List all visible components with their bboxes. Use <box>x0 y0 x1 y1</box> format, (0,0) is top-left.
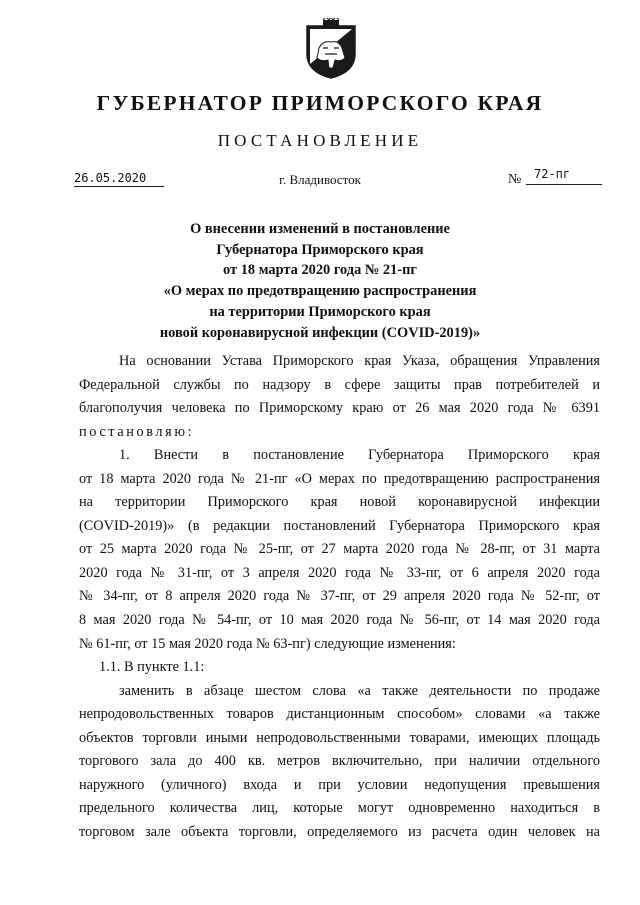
document-type: ПОСТАНОВЛЕНИЕ <box>217 131 423 150</box>
document-heading <box>100 219 540 343</box>
body-line: наружного (уличного) входа и при условии недопущения превышения <box>79 776 600 793</box>
body-line: (COVID-2019)» (в редакции постановлений Губернатора Приморского края <box>79 517 600 534</box>
body-line: благополучия человека по Приморскому краю от 26 мая 2020 года № 6391 <box>79 400 600 417</box>
body-line: предельного количества лиц, которые могут одновременно находиться в <box>79 800 600 817</box>
heading-line: «О мерах по предотвращению распространения <box>163 283 477 300</box>
issuer-title: ГУБЕРНАТОР ПРИМОРСКОГО КРАЯ <box>96 91 544 115</box>
document-date: 26.05.2020 <box>74 171 164 187</box>
body-line: Федеральной службы по надзору в сфере защиты прав потребителей и <box>79 376 600 393</box>
heading-line: на территории Приморского края <box>209 303 431 320</box>
body-line: 1. Внести в постановление Губернатора Приморского края <box>119 447 600 464</box>
heading-line: от 18 марта 2020 года № 21-пг <box>223 262 417 279</box>
heading-line: новой коронавирусной инфекции (COVID-2019)» <box>159 324 481 341</box>
body-line: № 34-пг, от 8 апреля 2020 года № 37-пг, от 29 апреля 2020 года № 52-пг, от <box>79 588 600 605</box>
body-line: от 25 марта 2020 года № 25-пг, от 27 марта 2020 года № 28-пг, от 31 марта <box>79 541 600 558</box>
body-line: торговом зале объекта торговли, определяемого из расчета один человек на <box>79 823 600 840</box>
document-body <box>79 350 600 844</box>
body-line: 2020 года № 31-пг, от 3 апреля 2020 года № 33-пг, от 6 апреля 2020 года <box>79 564 600 581</box>
document-number: 72-пг <box>526 167 602 185</box>
body-line: 1.1. В пункте 1.1: <box>99 659 205 676</box>
body-line: непродовольственных товаров дистанционным способом» словами «а также <box>79 706 600 723</box>
heading-line: О внесении изменений в постановление <box>190 221 450 237</box>
number-label: № <box>508 172 522 187</box>
body-line: от 18 марта 2020 года № 21-пг «О мерах по предотвращению распространения <box>79 470 600 487</box>
coat-of-arms-emblem <box>301 18 361 80</box>
body-line: 8 мая 2020 года № 54-пг, от 10 мая 2020 года № 56-пг, от 14 мая 2020 года <box>79 612 600 629</box>
body-line: На основании Устава Приморского края Указа, обращения Управления <box>119 353 600 369</box>
body-line: объектов торговли иными непродовольственными товарами, имеющих площадь <box>79 729 600 746</box>
body-line: на территории Приморского края новой коронавирусной инфекции <box>79 494 600 511</box>
heading-line: Губернатора Приморского края <box>216 241 424 258</box>
document-city: г. Владивосток <box>279 172 361 187</box>
body-line: заменить в абзаце шестом слова «а также деятельности по продаже <box>119 682 600 699</box>
body-line: постановляю: <box>79 423 195 440</box>
body-line: торгового зала до 400 кв. метров включительно, при наличии отдельного <box>79 753 600 770</box>
body-line: № 61-пг, от 15 мая 2020 года № 63-пг) следующие изменения: <box>79 635 456 652</box>
